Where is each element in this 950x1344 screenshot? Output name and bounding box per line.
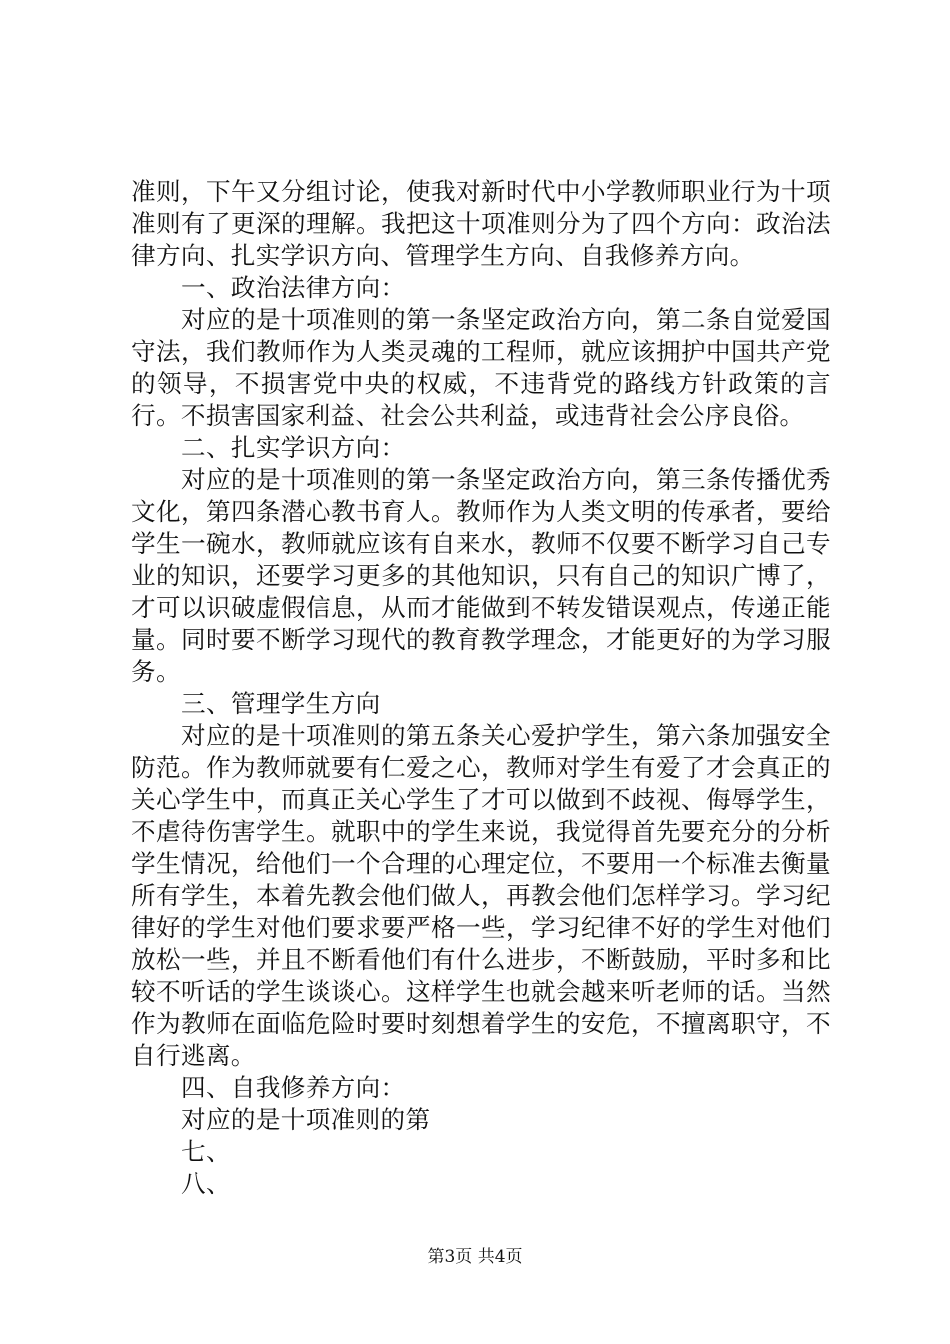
paragraph-self-cultivation: 对应的是十项准则的第 bbox=[181, 1105, 431, 1134]
paragraph-intro: 准则，下午又分组讨论，使我对新时代中小学教师职业行为十项准则有了更深的理解。我把这十项准则分为了四个方向：政治法律方向、扎实学识方向、管理学生方向、自我修养方向。 bbox=[131, 177, 831, 270]
page-footer: 第3页 共4页 bbox=[427, 1247, 523, 1267]
heading-self-cultivation: 四、自我修养方向： bbox=[181, 1073, 406, 1102]
paragraph-knowledge: 对应的是十项准则的第一条坚定政治方向，第三条传播优秀文化，第四条潜心教书育人。教师作为人类文明的传承者，要给学生一碗水，教师就应该有自来水，教师不仅要不断学习自己专业的知识，还要学习更多的其他知识，只有自己的知识广博了，才可以识破虚假信息，从而才能做到不转发错误观点，传递正能量。同时要不断学习现代的教育教学理念，才能更好的为学习服务。 bbox=[131, 465, 831, 686]
paragraph-student-management: 对应的是十项准则的第五条关心爱护学生，第六条加强安全防范。作为教师就要有仁爱之心，教师对学生有爱了才会真正的关心学生中，而真正关心学生了才可以做到不歧视、侮辱学生，不虐待伤害学生。就职中的学生来说，我觉得首先要充分的分析学生情况，给他们一个合理的心理定位，不要用一个标准去衡量所有学生，本着先教会他们做人，再教会他们怎样学习。学习纪律好的学生对他们要求要严格一些，学习纪律不好的学生对他们放松一些，并且不断看他们有什么进步，不断鼓励，平时多和比较不听话的学生谈谈心。这样学生也就会越来听老师的话。当然作为教师在面临危险时要时刻想着学生的安危，不擅离职守，不自行逃离。 bbox=[131, 721, 831, 1070]
document-body bbox=[131, 176, 831, 1200]
list-item-seven: 七、 bbox=[181, 1137, 231, 1166]
paragraph-political-law: 对应的是十项准则的第一条坚定政治方向，第二条自觉爱国守法，我们教师作为人类灵魂的工程师，就应该拥护中国共产党的领导，不损害党中央的权威，不违背党的路线方针政策的言行。不损害国家利益、社会公共利益，或违背社会公序良俗。 bbox=[131, 305, 831, 430]
heading-student-management: 三、管理学生方向 bbox=[181, 689, 381, 718]
list-item-eight: 八、 bbox=[181, 1169, 231, 1198]
heading-knowledge: 二、扎实学识方向： bbox=[181, 433, 406, 462]
heading-political-law: 一、政治法律方向： bbox=[181, 273, 406, 302]
